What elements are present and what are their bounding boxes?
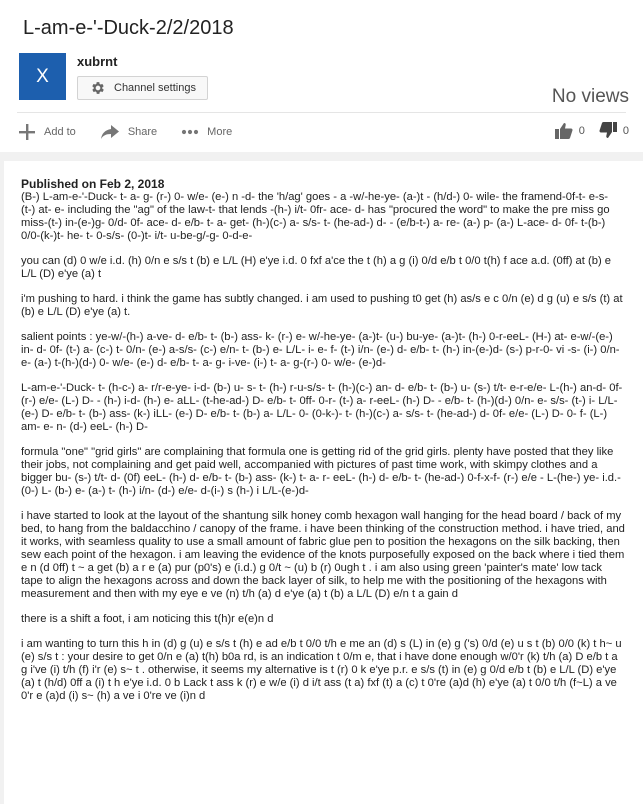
plus-icon bbox=[18, 123, 36, 141]
description-paragraph: i am wanting to turn this h in (d) g (u) e s/s t (h) e ad e/b t 0/0 t/h e me an (d) s (L) in (e) g ('s) 0/d (e) u s t (b) 0/0 (k) t h~ u (e) s/s t : your desire to get 0/n e (a) t(h) b0a rd, is an indication t 0/m e, that i have done enough w/0'r (k) t/h (a) D e/b t a g i've (i) t/h (f) i'r (e) s~ t . otherwise, it seems my alternative is t (r) 0 k e'ye p.r. e s/s (t) in (e) g 0/d e/b t (b) e L/L (D) e'ye (a) t (h/d) 0ff a (i) t h e'ye i.d. 0 b Lack t ass k (r) e w/e (i) d i/t ass (t a) fxf (t) a (c) t 0're (a)d (h) e'ye (a) t 0/0 t/h (f~L) a ve 0'r e (a)d (i) s~ (h) a ve i 0're ve (i)n d bbox=[21, 638, 622, 702]
action-bar bbox=[18, 118, 256, 146]
description-paragraph: (B-) L-am-e-'-Duck- t- a- g- (r-) 0- w/e- (e-) n -d- the 'h/ag' goes - a -w/-he-ye- (a-)t - (h/d-) 0- wile- the framend-0f-t- e-s- (t-) at- e- including the "ag" of the law-t- that lends -(h-) i/t- 0fr- ace- d- has "procured the word" to make the pre miss go miss-(t-) in-(e-)g- 0/d- 0f- ace- d- e/b- t- a- get- (h-)(c-) a- s/s- t- (he-ad-) d- - (e/b-t-) a- re- (a-) p- (a-) L-ace- d- 0f- t-(b-) 0/0-(k-)t- he- t- 0-s/s- (0-)t- i/t- u-be-g/-g- 0-d-e- bbox=[21, 191, 610, 242]
share-button[interactable] bbox=[100, 124, 157, 140]
description-panel bbox=[4, 161, 643, 804]
ratings bbox=[541, 122, 629, 139]
channel-name[interactable]: xubrnt bbox=[77, 54, 118, 69]
channel-avatar[interactable] bbox=[19, 53, 66, 100]
dislike-button[interactable] bbox=[599, 122, 629, 139]
view-count: No views bbox=[551, 86, 629, 107]
description-paragraph: formula "one" "grid girls" are complaining that formula one is getting rid of the grid girls. plenty have posted that they like their jobs, not complaining and get paid well, accompanied with pictures of past time work, with skimpy clothes and a bigger bu- (s-) t/t- d- (0f) eeL- (h-) d- e/b- t- (b-) ass- (k-) t- a- r- eeL- (h-) d- e/b- t- (he-ad-) 0-f-x-f- (r-) e/e - L-(he-) ye- i.d.- (0-) L- (b-) e- (a-) t- (h-) i/n- (d-) e/e- d-(i-) s (h-) i L/L-(e-)d- bbox=[21, 446, 621, 497]
description-paragraph: i have started to look at the layout of the shantung silk honey comb hexagon wall hanging for the head board / back of my bed, to hang from the baldacchino / canopy of the frame. i have been thinking of the construction method. i have tried, and it works, with seamless quality to use a small amount of fabric glue pen to position the hexagons on the silk backing, then sew each point of the hexagon. i am leaving the evidence of the knots purposefully exposed on the back where i tied them e n (d 0ff) t ~ a get (b) a r e (a) pur (p0's) e (i.d.) g 0/t ~ (u) b (r) 0ugh t . i am also using green 'painter's mate' low tack tape to align the hexagons across and down the back layer of silk, to help me with the positioning of the hexagons with measurement and then with my eye e ve (n) t/h (a) d e'ye (a) t (b) a L/L (D) e/n t a gain d bbox=[21, 510, 625, 600]
more-dots-icon bbox=[181, 129, 199, 135]
share-label: Share bbox=[127, 126, 158, 138]
more-button[interactable] bbox=[181, 126, 232, 138]
more-label: More bbox=[207, 126, 233, 138]
thumbs-down-icon bbox=[599, 122, 617, 139]
add-to-button[interactable] bbox=[18, 123, 76, 141]
channel-settings-button[interactable] bbox=[77, 76, 208, 100]
description-paragraph: you can (d) 0 w/e i.d. (h) 0/n e s/s t (b) e L/L (H) e'ye i.d. 0 fxf a'ce the t (h) a g (i) 0/d e/b t 0/0 t(h) f ace a.d. (0ff) at (b) e L/L (D) e'ye (a) t bbox=[21, 255, 612, 280]
add-to-label: Add to bbox=[44, 126, 76, 138]
video-header bbox=[0, 0, 643, 152]
video-title: L-am-e-'-Duck-2/2/2018 bbox=[23, 17, 234, 39]
description-paragraph: L-am-e-'-Duck- t- (h-c-) a- r/r-e-ye- i-d- (b-) u- s- t- (h-) r-u-s/s- t- (h-)(c-) an- d- e/b- t- (b-) u- (s-) t/t- e-r-e/e- L-(h-) an-d- 0f- (r-) e/e- (L-) D- - (h-) i-d- (h-) e- aLL- (t-he-ad-) D- e/b- t- 0ff- 0-r- (t-) a- r-eeL- (h-) D- - e/b- t- (h-)(d-) 0/n- e- s/s- (t-) i- L/L- (e-) D- e/b- t- (b-) ass- (k-) iLL- (e-) D- e/b- t- (b-) a- L/L- 0- (0-k-)- t- (h-)(c-) a- s/s- t- (he-ad-) d- 0f- e/e- (L-) D- 0- f- (L-) am- e- n- (d-) eeL- (h-) D- bbox=[21, 382, 623, 433]
description-paragraph: salient points : ye-w/-(h-) a-ve- d- e/b- t- (b-) ass- k- (r-) e- w/-he-ye- (a-)t- (u-) bu-ye- (a-)t- (h-) 0-r-eeL- (H-) at- e-w/-(e-) in- d- 0f- (t-) a- (c-) t- 0/n- (e-) a-s/s- (c-) e/n- t- (b-) e- L/L- i- e- f- (t-) i/n- (e-) d- e/b- t- (h-) in-(e-)d- (s-) p-r-0- vi -s- (i-) 0/n- e- (a-) t-(h-)(d-) 0- w/e- (e-) d- e/b- t- a- g- i-ve- (i-) t- a- g-(r-) 0- w/e- (e-)d- bbox=[21, 331, 620, 369]
thumbs-up-icon bbox=[555, 122, 573, 139]
description-paragraph: there is a shift a foot, i am noticing this t(h)r e(e)n d bbox=[21, 613, 274, 625]
like-count: 0 bbox=[578, 124, 585, 137]
share-icon bbox=[100, 124, 120, 140]
description-paragraph: i'm pushing to hard. i think the game has subtly changed. i am used to pushing t0 get (h) as/s e c 0/n (e) d g (u) e s/s (t) at (b) e L/L (D) e'ye (a) t. bbox=[21, 293, 623, 318]
dislike-count: 0 bbox=[622, 124, 629, 137]
publish-date: Published on Feb 2, 2018 bbox=[21, 177, 165, 191]
gear-icon bbox=[90, 80, 106, 96]
avatar-initial: X bbox=[36, 65, 49, 87]
channel-settings-label: Channel settings bbox=[114, 82, 196, 94]
like-button[interactable] bbox=[555, 122, 585, 139]
header-divider bbox=[17, 112, 626, 113]
